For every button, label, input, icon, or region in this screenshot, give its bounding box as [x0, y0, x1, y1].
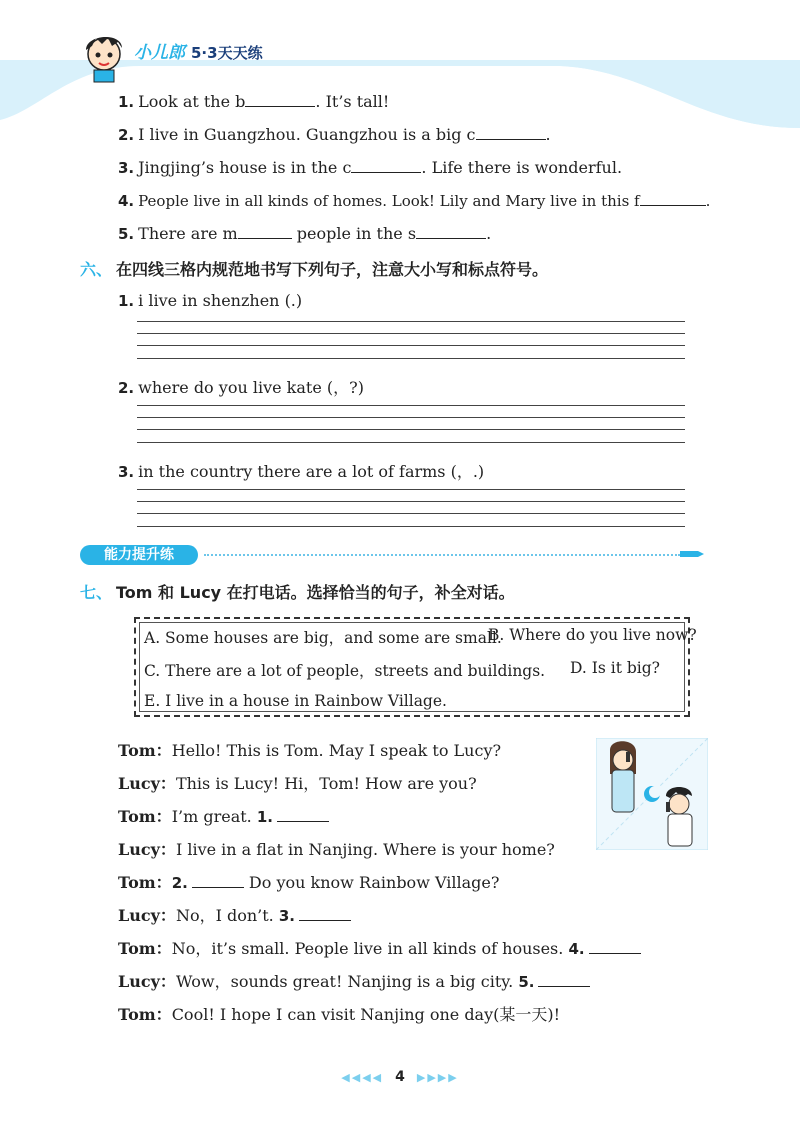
- pencil-icon: [680, 550, 704, 558]
- answer-blank[interactable]: [238, 224, 292, 239]
- question-5-2: 2. I live in Guangzhou. Guangzhou is a big c .: [118, 125, 551, 144]
- answer-blank[interactable]: [245, 92, 315, 107]
- answer-blank-1[interactable]: [277, 807, 329, 822]
- next-arrows-icon: ▶▶▶▶: [416, 1071, 459, 1084]
- question-6-1: 1. i live in shenzhen (.): [118, 291, 303, 310]
- dialogue-line-8: Lucy：Wow，sounds great! Nanjing is a big city. 5.: [118, 969, 590, 992]
- dialogue-line-1: Tom：Hello! This is Tom. May I speak to Lucy?: [118, 741, 502, 760]
- answer-blank[interactable]: [351, 158, 421, 173]
- prev-arrows-icon: ◀◀◀◀: [341, 1071, 384, 1084]
- section-7-title: 七、 Tom 和 Lucy 在打电话。选择恰当的句子，补全对话。: [80, 583, 515, 602]
- answer-blank-4[interactable]: [589, 939, 641, 954]
- question-5-1: 1. Look at the b . It’s tall!: [118, 92, 390, 111]
- question-6-2: 2. where do you live kate (，?): [118, 378, 364, 397]
- answer-blank-2[interactable]: [192, 873, 244, 888]
- dialogue-line-2: Lucy：This is Lucy! Hi，Tom! How are you?: [118, 774, 477, 793]
- dialogue-line-9: Tom：Cool! I hope I can visit Nanjing one day(某一天)!: [118, 1005, 561, 1024]
- writing-lines-1[interactable]: [137, 321, 685, 359]
- dialogue-line-7: Tom：No，it’s small. People live in all kinds of houses. 4.: [118, 936, 641, 959]
- brand-subtitle: 5·3天天练: [191, 44, 263, 62]
- phone-call-illustration-icon: [596, 738, 708, 850]
- answer-blank-5[interactable]: [538, 972, 590, 987]
- dialogue-line-6: Lucy：No，I don’t. 3.: [118, 903, 351, 926]
- dialogue-line-3: Tom：I’m great. 1.: [118, 804, 329, 827]
- option-d: D. Is it big?: [570, 659, 660, 677]
- brand-name: 小儿郎: [134, 43, 185, 63]
- answer-blank[interactable]: [476, 125, 546, 140]
- brand-logo: [134, 38, 263, 63]
- dotted-divider: [204, 554, 680, 556]
- option-a: A. Some houses are big，and some are small.: [144, 629, 502, 647]
- dialogue-line-5: Tom：2. Do you know Rainbow Village?: [118, 873, 500, 892]
- question-5-3: 3. Jingjing’s house is in the c . Life there is wonderful.: [118, 158, 623, 177]
- question-5-4: 4. People live in all kinds of homes. Look! Lily and Mary live in this f .: [118, 192, 711, 210]
- page-footer: [0, 1066, 800, 1085]
- question-5-5: 5. There are m people in the s .: [118, 224, 492, 243]
- ability-label: 能力提升练: [80, 545, 198, 565]
- dialogue-line-4: Lucy：I live in a flat in Nanjing. Where is your home?: [118, 840, 555, 859]
- writing-lines-3[interactable]: [137, 489, 685, 527]
- option-e: E. I live in a house in Rainbow Village.: [144, 692, 447, 710]
- question-6-3: 3. in the country there are a lot of farms (，.): [118, 462, 485, 481]
- option-b: B. Where do you live now?: [488, 626, 697, 644]
- section-6-title: 六、 在四线三格内规范地书写下列句子，注意大小写和标点符号。: [80, 260, 549, 279]
- page-number: 4: [395, 1069, 405, 1085]
- answer-blank-3[interactable]: [299, 906, 351, 921]
- writing-lines-2[interactable]: [137, 405, 685, 443]
- answer-blank[interactable]: [640, 191, 706, 206]
- option-c: C. There are a lot of people，streets and buildings.: [144, 662, 546, 680]
- mascot-boy-icon: [80, 28, 128, 84]
- answer-blank[interactable]: [416, 224, 486, 239]
